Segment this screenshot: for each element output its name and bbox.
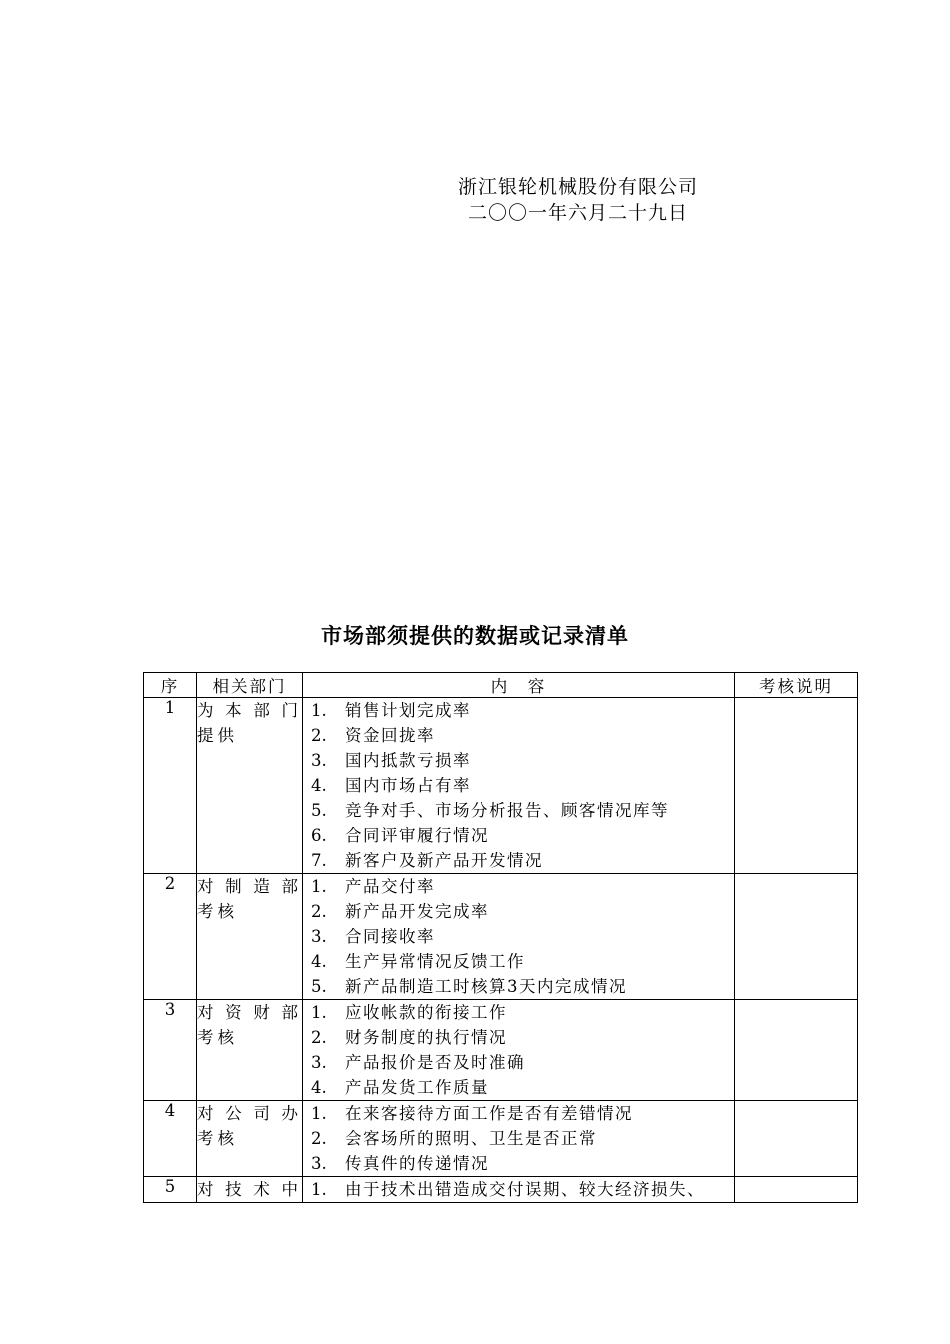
item-text: 合同评审履行情况: [345, 826, 489, 845]
item-number: 1.: [311, 877, 327, 896]
list-item: [303, 949, 734, 974]
row-department: [197, 1000, 303, 1101]
list-item: [303, 748, 734, 773]
department-line: 提供: [197, 726, 238, 745]
list-item: [303, 874, 734, 899]
row-seq: 2: [144, 874, 197, 1000]
item-number: 2.: [311, 726, 327, 745]
row-note: [735, 1000, 858, 1101]
item-number: 3.: [311, 751, 327, 770]
table-row: [144, 1177, 858, 1203]
item-number: 5.: [311, 977, 327, 996]
item-number: 3.: [311, 1053, 327, 1072]
row-content: [303, 1177, 735, 1203]
department-line: 为本部门: [197, 701, 302, 720]
signature-block: [458, 174, 698, 226]
list-item: [303, 899, 734, 924]
list-item: [303, 698, 734, 723]
row-department: [197, 1177, 303, 1203]
item-number: 2.: [311, 902, 327, 921]
list-item: [303, 1000, 734, 1025]
list-item: [303, 848, 734, 873]
list-item: [303, 1151, 734, 1176]
item-text: 传真件的传递情况: [345, 1154, 489, 1173]
item-number: 4.: [311, 1078, 327, 1097]
list-item: [303, 1126, 734, 1151]
item-text: 新产品开发完成率: [345, 902, 489, 921]
row-department: [197, 874, 303, 1000]
header-note: 考核说明: [735, 673, 858, 698]
item-number: 3.: [311, 927, 327, 946]
department-line: 考核: [197, 1028, 238, 1047]
row-note: [735, 698, 858, 874]
item-number: 4.: [311, 952, 327, 971]
row-content: [303, 698, 735, 874]
department-line: 对制造部: [197, 877, 302, 896]
company-name: 浙江银轮机械股份有限公司: [458, 176, 699, 198]
table-row: [144, 874, 858, 1000]
department-line: 对技术中: [197, 1180, 302, 1199]
table-row: [144, 1000, 858, 1101]
table-row: [144, 698, 858, 874]
item-text: 财务制度的执行情况: [345, 1028, 507, 1047]
row-note: [735, 1101, 858, 1177]
department-line: 考核: [197, 902, 238, 921]
list-item: [303, 1050, 734, 1075]
item-text: 产品发货工作质量: [345, 1078, 489, 1097]
page-title: 市场部须提供的数据或记录清单: [321, 623, 629, 648]
item-text: 销售计划完成率: [345, 701, 471, 720]
list-item: [303, 798, 734, 823]
row-content: [303, 874, 735, 1000]
department-line: 考核: [197, 1129, 238, 1148]
table-header-row: [144, 673, 858, 698]
item-text: 合同接收率: [345, 927, 435, 946]
row-note: [735, 874, 858, 1000]
list-item: [303, 1075, 734, 1100]
item-text: 产品报价是否及时准确: [345, 1053, 525, 1072]
list-item: [303, 773, 734, 798]
row-department: [197, 698, 303, 874]
table-row: [144, 1101, 858, 1177]
records-table: [143, 672, 858, 1203]
list-item: [303, 1025, 734, 1050]
item-text: 竞争对手、市场分析报告、顾客情况库等: [345, 801, 669, 820]
row-content: [303, 1101, 735, 1177]
content-list: [303, 1101, 734, 1176]
content-list: [303, 874, 734, 999]
item-text: 由于技术出错造成交付误期、较大经济损失、: [345, 1180, 705, 1199]
header-dept: 相关部门: [197, 673, 303, 698]
row-seq: 4: [144, 1101, 197, 1177]
row-seq: 5: [144, 1177, 197, 1203]
content-list: [303, 698, 734, 873]
item-text: 产品交付率: [345, 877, 435, 896]
item-number: 1.: [311, 1003, 327, 1022]
list-item: [303, 974, 734, 999]
content-list: [303, 1000, 734, 1100]
item-number: 1.: [311, 701, 327, 720]
item-number: 5.: [311, 801, 327, 820]
row-note: [735, 1177, 858, 1203]
item-text: 生产异常情况反馈工作: [345, 952, 525, 971]
item-number: 7.: [311, 851, 327, 870]
item-text: 资金回拢率: [345, 726, 435, 745]
row-department: [197, 1101, 303, 1177]
item-text: 新客户及新产品开发情况: [345, 851, 543, 870]
item-text: 国内市场占有率: [345, 776, 471, 795]
header-seq: 序: [144, 673, 197, 698]
content-list: [303, 1177, 734, 1202]
item-number: 2.: [311, 1129, 327, 1148]
item-number: 2.: [311, 1028, 327, 1047]
row-content: [303, 1000, 735, 1101]
list-item: [303, 1101, 734, 1126]
item-text: 在来客接待方面工作是否有差错情况: [345, 1104, 633, 1123]
row-seq: 1: [144, 698, 197, 874]
item-number: 3.: [311, 1154, 327, 1173]
item-text: 国内抵款亏损率: [345, 751, 471, 770]
row-seq: 3: [144, 1000, 197, 1101]
signature-date: 二〇〇一年六月二十九日: [468, 202, 689, 224]
header-content: 内 容: [303, 673, 735, 698]
item-text: 应收帐款的衔接工作: [345, 1003, 507, 1022]
list-item: [303, 924, 734, 949]
item-number: 4.: [311, 776, 327, 795]
item-text: 会客场所的照明、卫生是否正常: [345, 1129, 597, 1148]
item-number: 1.: [311, 1104, 327, 1123]
item-number: 1.: [311, 1180, 327, 1199]
item-text: 新产品制造工时核算3天内完成情况: [345, 977, 627, 996]
list-item: [303, 823, 734, 848]
department-line: 对公司办: [197, 1104, 302, 1123]
item-number: 6.: [311, 826, 327, 845]
list-item: [303, 723, 734, 748]
list-item: [303, 1177, 734, 1202]
department-line: 对资财部: [197, 1003, 302, 1022]
